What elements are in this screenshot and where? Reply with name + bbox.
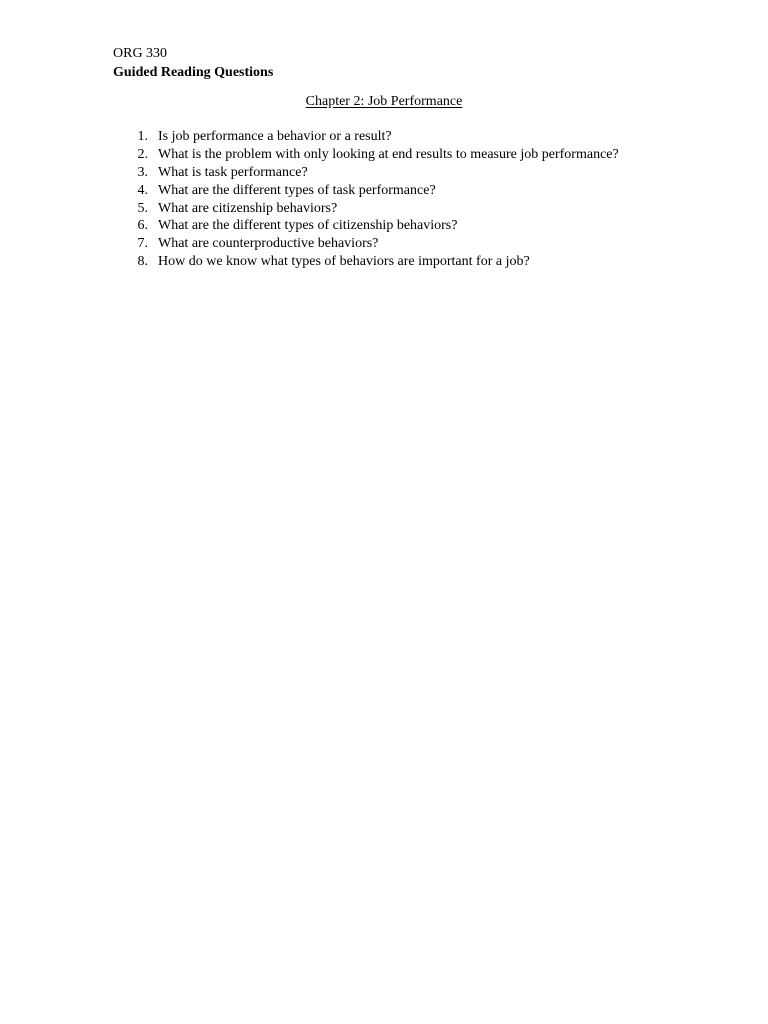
question-text: What are citizenship behaviors?: [158, 200, 338, 216]
question-text: What are counterproductive behaviors?: [158, 236, 379, 252]
question-text: What is task performance?: [158, 164, 308, 180]
question-item-4: [0, 182, 768, 200]
question-list: [0, 128, 768, 271]
question-text: How do we know what types of behaviors are important for a job?: [158, 254, 530, 270]
question-item-5: [0, 200, 768, 218]
question-number: 6.: [137, 218, 148, 234]
question-item-8: [0, 253, 768, 271]
question-number: 1.: [137, 129, 148, 144]
question-text: Is job performance a behavior or a result?: [158, 129, 392, 144]
question-text: What are the different types of citizenship behaviors?: [158, 218, 458, 234]
question-item-1: [0, 128, 768, 146]
question-number: 5.: [137, 200, 148, 216]
question-text: What are the different types of task performance?: [158, 182, 436, 198]
question-number: 7.: [137, 236, 148, 252]
question-text: What is the problem with only looking at end results to measure job performance?: [158, 146, 619, 162]
chapter-title-text: Chapter 2: Job Performance: [305, 94, 463, 109]
question-item-7: [0, 235, 768, 253]
question-number: 2.: [137, 146, 148, 162]
question-number: 4.: [137, 182, 148, 198]
question-number: 3.: [137, 164, 148, 180]
course-code: ORG 330: [113, 46, 168, 61]
document-heading: Guided Reading Questions: [113, 65, 274, 80]
chapter-title: [0, 93, 768, 110]
question-number: 8.: [137, 254, 148, 270]
question-item-2: [0, 146, 768, 164]
question-item-6: [0, 217, 768, 235]
question-item-3: [0, 164, 768, 182]
